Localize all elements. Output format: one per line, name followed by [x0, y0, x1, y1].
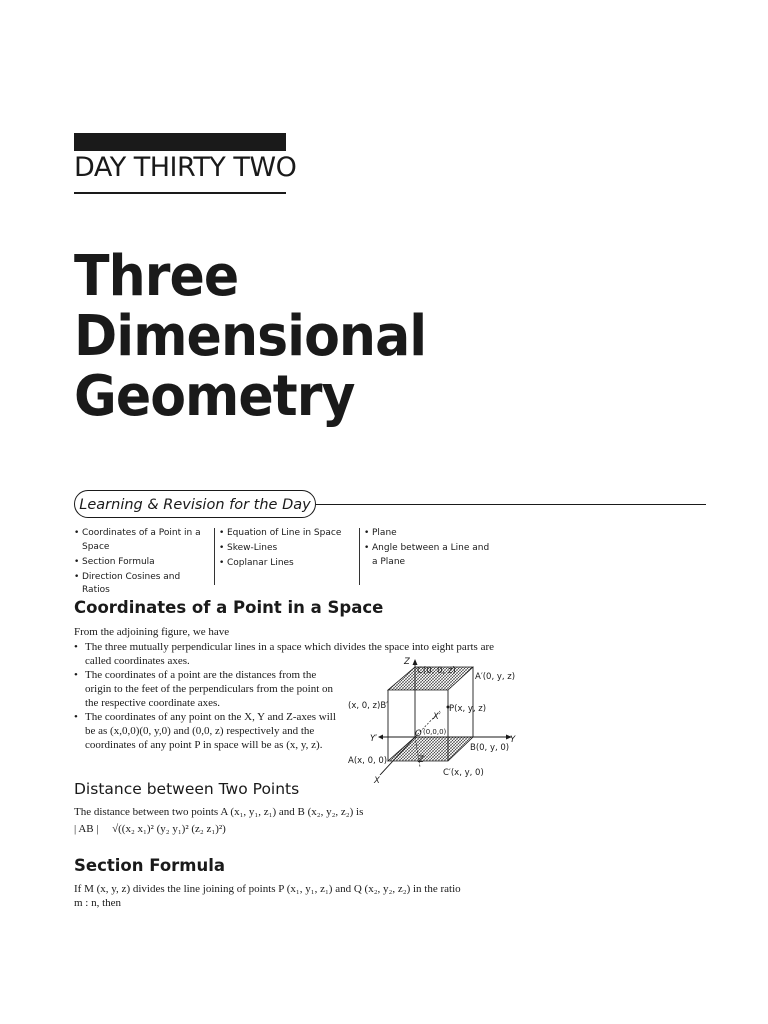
topic-item: • Coplanar Lines [219, 557, 354, 571]
bottom-face [388, 737, 473, 761]
topics-column-1 [74, 527, 209, 599]
label-origin: (0,0,0) [423, 728, 447, 736]
label-y-prime: Y′ [370, 734, 378, 744]
header-rule [74, 192, 286, 194]
header-bar [74, 133, 286, 151]
bullet-item: • The coordinates of a point are the distances from the origin to the feet of the perpendiculars from the point on the respective coordinate axes. [74, 668, 344, 710]
label-a-prime: A′(0, y, z) [475, 672, 516, 682]
bullet-item: • The three mutually perpendicular lines in a space which divides the space into eight parts are called coordinates axes. [74, 640, 497, 668]
coordinate-cube-figure [340, 655, 530, 790]
learning-rule [316, 504, 706, 505]
chapter-title-line-1: Three [74, 244, 239, 309]
column-divider [214, 528, 215, 585]
topic-item: • Equation of Line in Space [219, 527, 354, 541]
distance-text: The distance between two points A (x₁, y₁, z₁) and B (x₂, y₂, z₂) is [74, 806, 364, 818]
section-formula-text-2: m : n, then [74, 897, 122, 909]
label-y-axis: Y [510, 735, 516, 745]
learning-revision-label: Learning & Revision for the Day [74, 490, 316, 518]
formula-lhs: | AB | [74, 823, 99, 835]
topics-column-2 [219, 527, 354, 572]
section-heading-section-formula: Section Formula [74, 856, 226, 875]
label-o: O [415, 729, 422, 739]
label-c: C(0, 0, z) [417, 666, 456, 676]
label-x-prime: X′ [433, 712, 441, 722]
label-b: B(0, y, 0) [470, 743, 510, 753]
section-formula-text-1: If M (x, y, z) divides the line joining of points P (x₁, y₁, z₁) and Q (x₂, y₂, z₂) in the ratio [74, 883, 461, 895]
label-c-prime: C′(x, y, 0) [443, 768, 484, 778]
topic-item: • Plane [364, 527, 494, 541]
day-label: DAY THIRTY TWO [74, 152, 297, 183]
formula-rhs: √((x₂ x₁)² (y₂ y₁)² (z₂ z₁)²) [112, 823, 226, 835]
bullet-item: • The coordinates of any point on the X, Y and Z-axes will be as (x,0,0)(0, y,0) and (0,0, z) respectively and the coordinates of any point P in space will be as (x, y, z). [74, 710, 344, 752]
chapter-title-line-3: Geometry [74, 364, 355, 429]
label-p: P(x, y, z) [449, 704, 487, 714]
column-divider [359, 528, 360, 585]
section-heading-coordinates: Coordinates of a Point in a Space [74, 598, 384, 617]
topic-item: • Angle between a Line and a Plane [364, 542, 494, 569]
topic-item: • Direction Cosines and Ratios [74, 571, 209, 598]
section-heading-distance: Distance between Two Points [74, 780, 300, 798]
topic-item: • Coordinates of a Point in a Space [74, 527, 209, 554]
chapter-title-line-2: Dimensional [74, 304, 427, 369]
topics-column-3 [364, 527, 494, 571]
label-b-prime: (x, 0, z)B′ [348, 701, 389, 711]
section-intro: From the adjoining figure, we have [74, 626, 230, 638]
topic-item: • Section Formula [74, 556, 209, 570]
distance-formula [74, 822, 226, 836]
label-x-axis: X [374, 776, 380, 786]
label-a: A(x, 0, 0) [348, 756, 388, 766]
label-z-axis: Z [404, 657, 410, 667]
label-z-prime: Z′ [418, 755, 426, 765]
topic-item: • Skew-Lines [219, 542, 354, 556]
